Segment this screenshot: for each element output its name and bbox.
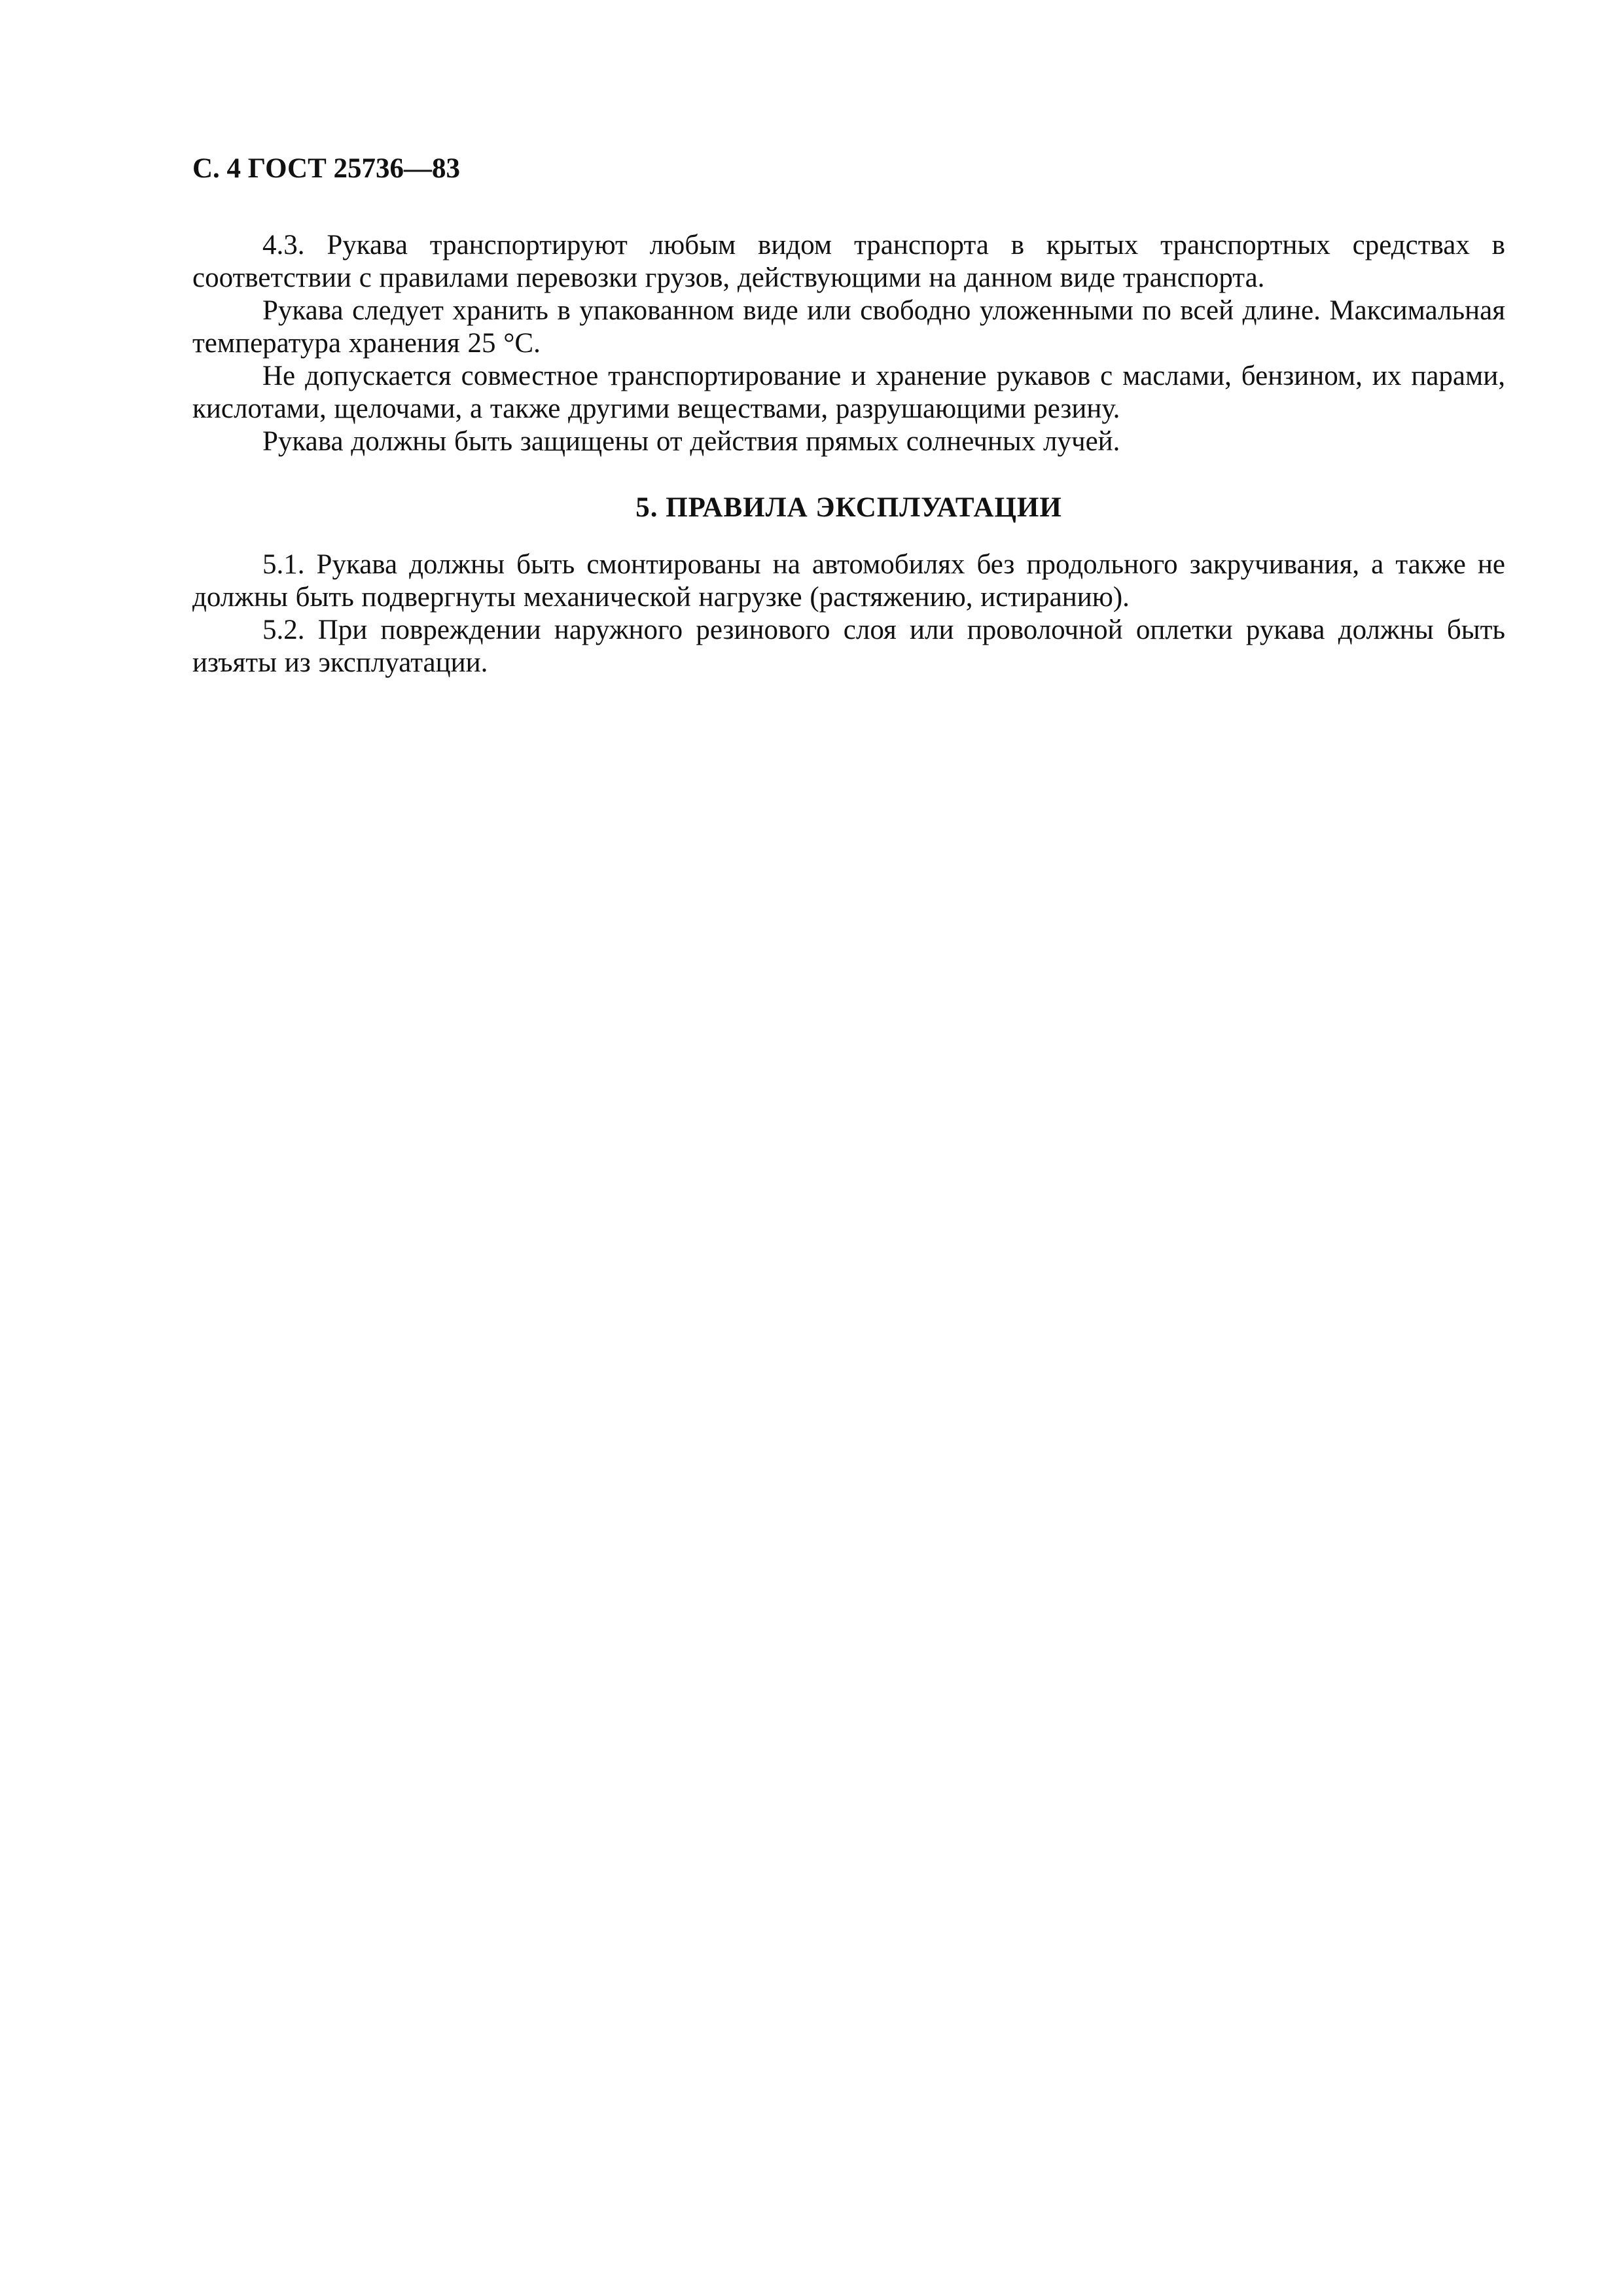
paragraph-sunlight: Рукава должны быть защищены от действия прямых солнечных лучей. (262, 426, 1120, 457)
paragraph-5-2: 5.2. При повреждении наружного резинового слоя или проволочной оплетки рукава должны быть изъяты из эксплуатации. (192, 615, 1505, 678)
paragraph-storage: Рукава следует хранить в упакованном виде или свободно уложенными по всей длине. Максимальная температура хранения 25 °С. (192, 295, 1505, 359)
paragraph-5-1: 5.1. Рукава должны быть смонтированы на автомобилях без продольного закручивания, а также не должны быть подвергнуты механической нагрузке (растяжению, истиранию). (192, 549, 1505, 613)
paragraph-prohibition: Не допускается совместное транспортирование и хранение рукавов с маслами, бензином, их парами, кислотами, щелочами, а также другими веществами, разрушающими резину. (192, 361, 1505, 424)
section-5-text (192, 548, 1505, 679)
section-5-title: 5. ПРАВИЛА ЭКСПЛУАТАЦИИ (635, 492, 1062, 523)
section-4-text (192, 229, 1505, 458)
page-header: С. 4 ГОСТ 25736—83 (192, 153, 461, 184)
paragraph-4-3: 4.3. Рукава транспортируют любым видом транспорта в крытых транспортных средствах в соответствии с правилами перевозки грузов, действующими на данном виде транспорта. (192, 230, 1505, 293)
